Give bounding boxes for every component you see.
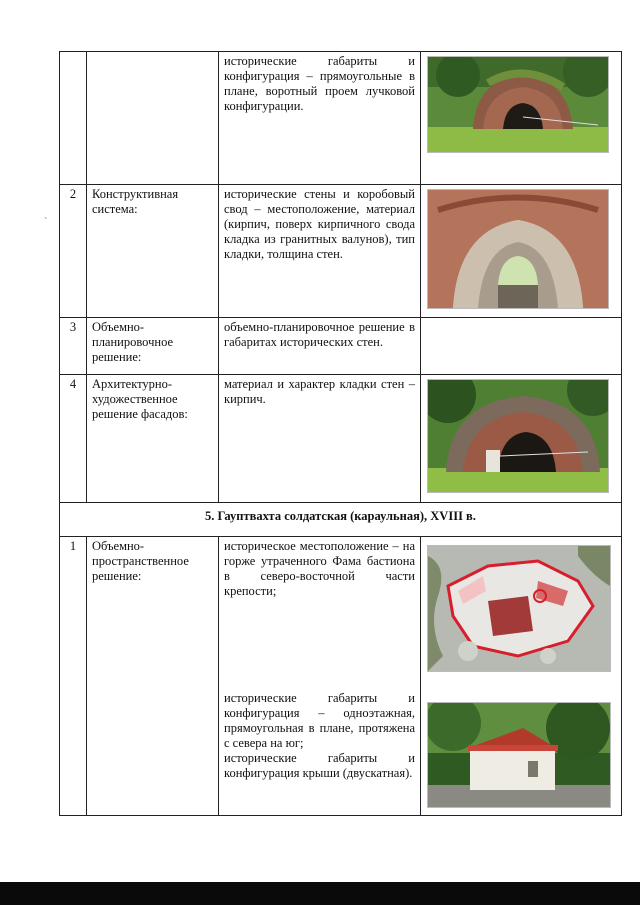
table-row	[60, 185, 622, 318]
photo-cell	[421, 185, 622, 318]
table-row	[60, 537, 622, 816]
table-row	[60, 52, 622, 185]
row-number: 1	[60, 537, 87, 816]
row-name: Конструктивная система:	[87, 185, 219, 318]
row-number: 2	[60, 185, 87, 318]
row-description: исторические стены и коробовый свод – местоположение, материал (кирпич, поверх кирпичного свода кладка из гранитных валунов), тип кладки, толщина стен.	[219, 185, 421, 318]
heritage-table	[59, 51, 622, 816]
margin-mark: `	[44, 217, 48, 228]
vaulted-tunnel-photo	[427, 189, 609, 309]
photo-cell	[421, 375, 622, 503]
photo-cell	[421, 52, 622, 185]
arch-gate-photo	[427, 56, 609, 153]
row-description	[219, 537, 421, 816]
photo-cell-empty	[421, 318, 622, 375]
row-description: исторические габариты и конфигурация – прямоугольные в плане, воротный проем лучковой конфигурации.	[219, 52, 421, 185]
row-name: Архитектурно- художественное решение фасадов:	[87, 375, 219, 503]
row-name	[87, 52, 219, 185]
description-dimensions: исторические габариты и конфигурация – одноэтажная, прямоугольная в плане, протяжена с севера на юг;	[224, 691, 415, 750]
row-description: материал и характер кладки стен – кирпич.	[219, 375, 421, 503]
photo-cell	[421, 537, 622, 816]
table-row	[60, 503, 622, 537]
table-row	[60, 375, 622, 503]
table-row	[60, 318, 622, 375]
guardhouse-photo	[427, 702, 611, 808]
row-number	[60, 52, 87, 185]
scan-bottom-bar	[0, 882, 640, 905]
site-plan-map	[427, 545, 611, 672]
description-roof: исторические габариты и конфигурация крыши (двускатная).	[224, 751, 415, 780]
row-name: Объемно- пространственное решение:	[87, 537, 219, 816]
arch-facade-photo	[427, 379, 609, 493]
row-description: объемно-планировочное решение в габаритах исторических стен.	[219, 318, 421, 375]
row-number: 3	[60, 318, 87, 375]
section-title: 5. Гауптвахта солдатская (караульная), XVIII в.	[60, 503, 622, 537]
row-number: 4	[60, 375, 87, 503]
description-location: историческое местоположение – на горже утраченного Фама бастиона в северо-восточной части крепости;	[224, 539, 415, 598]
row-name: Объемно- планировочное решение:	[87, 318, 219, 375]
